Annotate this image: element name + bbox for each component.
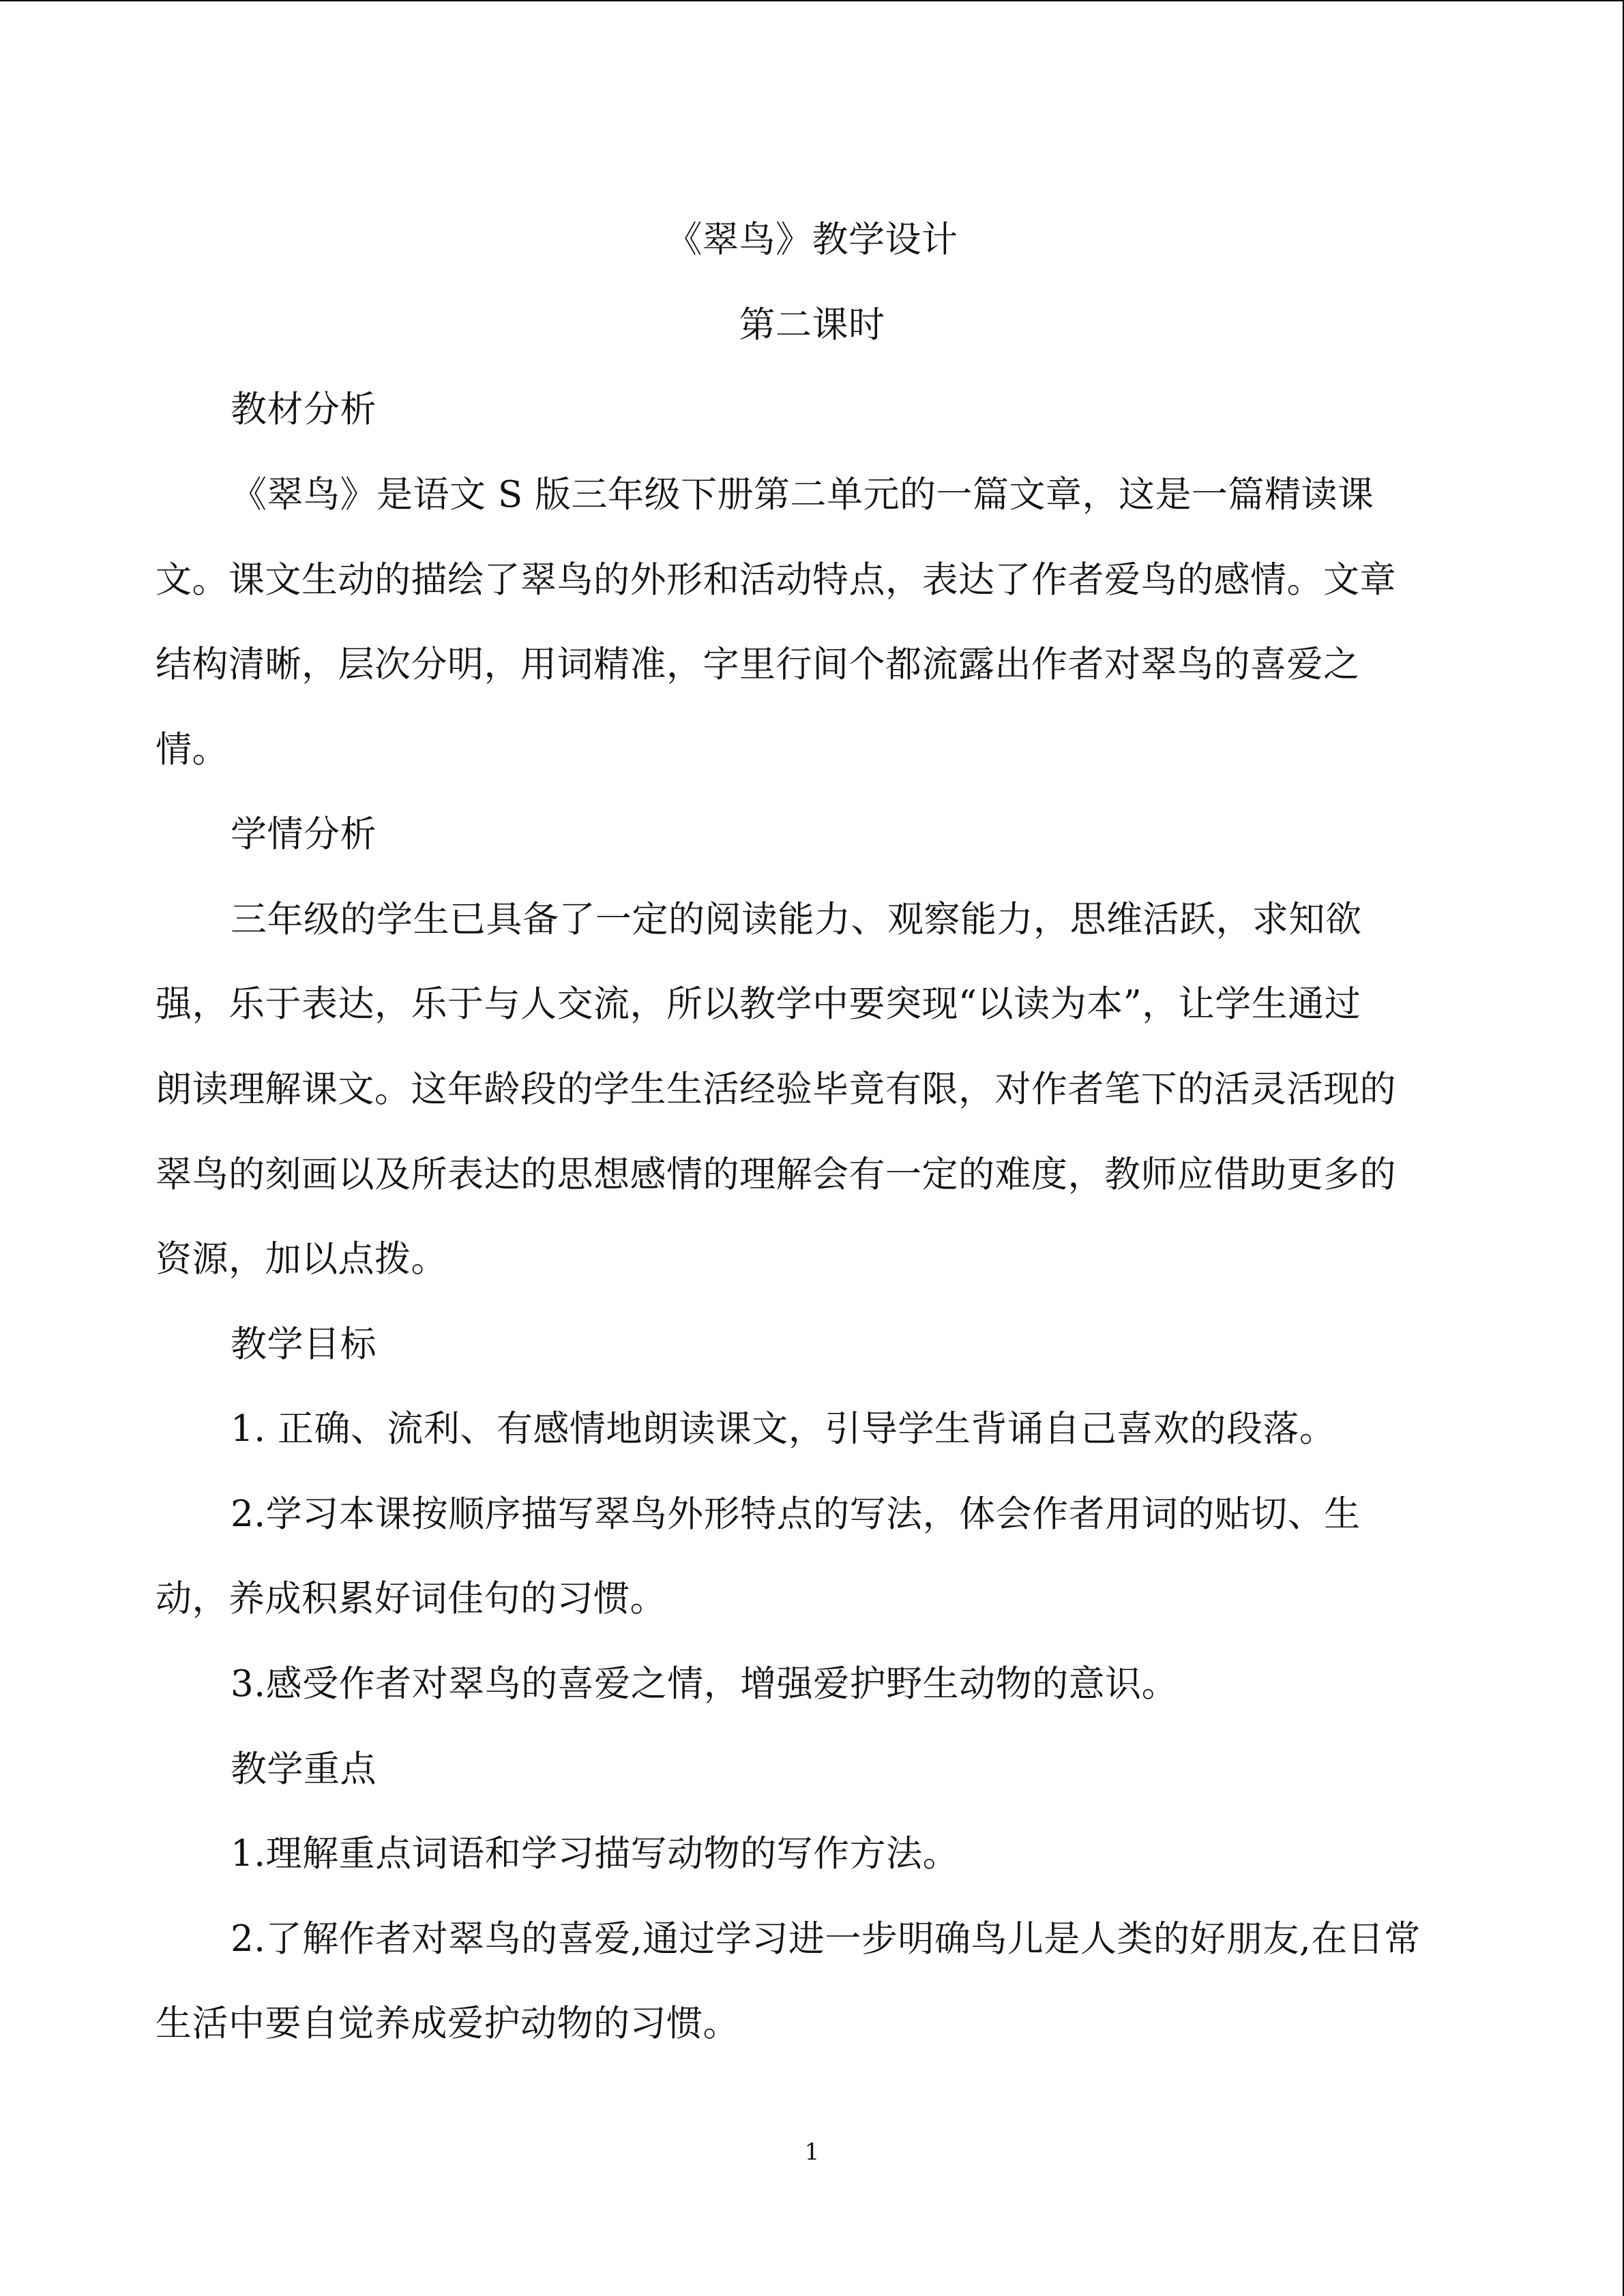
objective-item-continued: 动，养成积累好词佳句的习惯。 — [156, 1578, 666, 1620]
section-heading-objectives: 教学目标 — [231, 1324, 377, 1365]
key-point-item: 2.了解作者对翠鸟的喜爱,通过学习进一步明确鸟儿是人类的好朋友,在日常 — [231, 1918, 1421, 1960]
objective-item: 3.感受作者对翠鸟的喜爱之情，增强爱护野生动物的意识。 — [231, 1663, 1179, 1705]
paragraph-line: 《翠鸟》是语文 S 版三年级下册第二单元的一篇文章，这是一篇精读课 — [231, 474, 1374, 516]
section-heading-materials: 教材分析 — [231, 389, 377, 430]
paragraph-line: 强，乐于表达，乐于与人交流，所以教学中要突现“以读为本”，让学生通过 — [156, 983, 1361, 1025]
paragraph-line: 情。 — [156, 729, 228, 771]
objective-item: 1. 正确、流利、有感情地朗读课文，引导学生背诵自己喜欢的段落。 — [231, 1408, 1336, 1450]
paragraph-line: 朗读理解课文。这年龄段的学生生活经验毕竟有限，对作者笔下的活灵活现的 — [156, 1069, 1396, 1110]
paragraph-line: 结构清晰，层次分明，用词精准，字里行间个都流露出作者对翠鸟的喜爱之 — [156, 644, 1360, 685]
key-point-item-continued: 生活中要自觉养成爱护动物的习惯。 — [156, 2003, 739, 2044]
lesson-period: 第二课时 — [739, 304, 885, 346]
paragraph-line: 三年级的学生已具备了一定的阅读能力、观察能力，思维活跃，求知欲 — [231, 899, 1362, 940]
paragraph-line: 文。课文生动的描绘了翠鸟的外形和活动特点，表达了作者爱鸟的感情。文章 — [156, 559, 1396, 601]
document-title: 《翠鸟》教学设计 — [666, 219, 958, 260]
page-number: 1 — [804, 2138, 820, 2166]
section-heading-key-points: 教学重点 — [231, 1748, 377, 1790]
objective-item: 2.学习本课按顺序描写翠鸟外形特点的写法，体会作者用词的贴切、生 — [231, 1493, 1361, 1535]
section-heading-students: 学情分析 — [231, 814, 377, 855]
paragraph-line: 翠鸟的刻画以及所表达的思想感情的理解会有一定的难度，教师应借助更多的 — [156, 1154, 1396, 1195]
key-point-item: 1.理解重点词语和学习描写动物的写作方法。 — [231, 1833, 960, 1875]
paragraph-line: 资源，加以点拨。 — [156, 1238, 447, 1280]
